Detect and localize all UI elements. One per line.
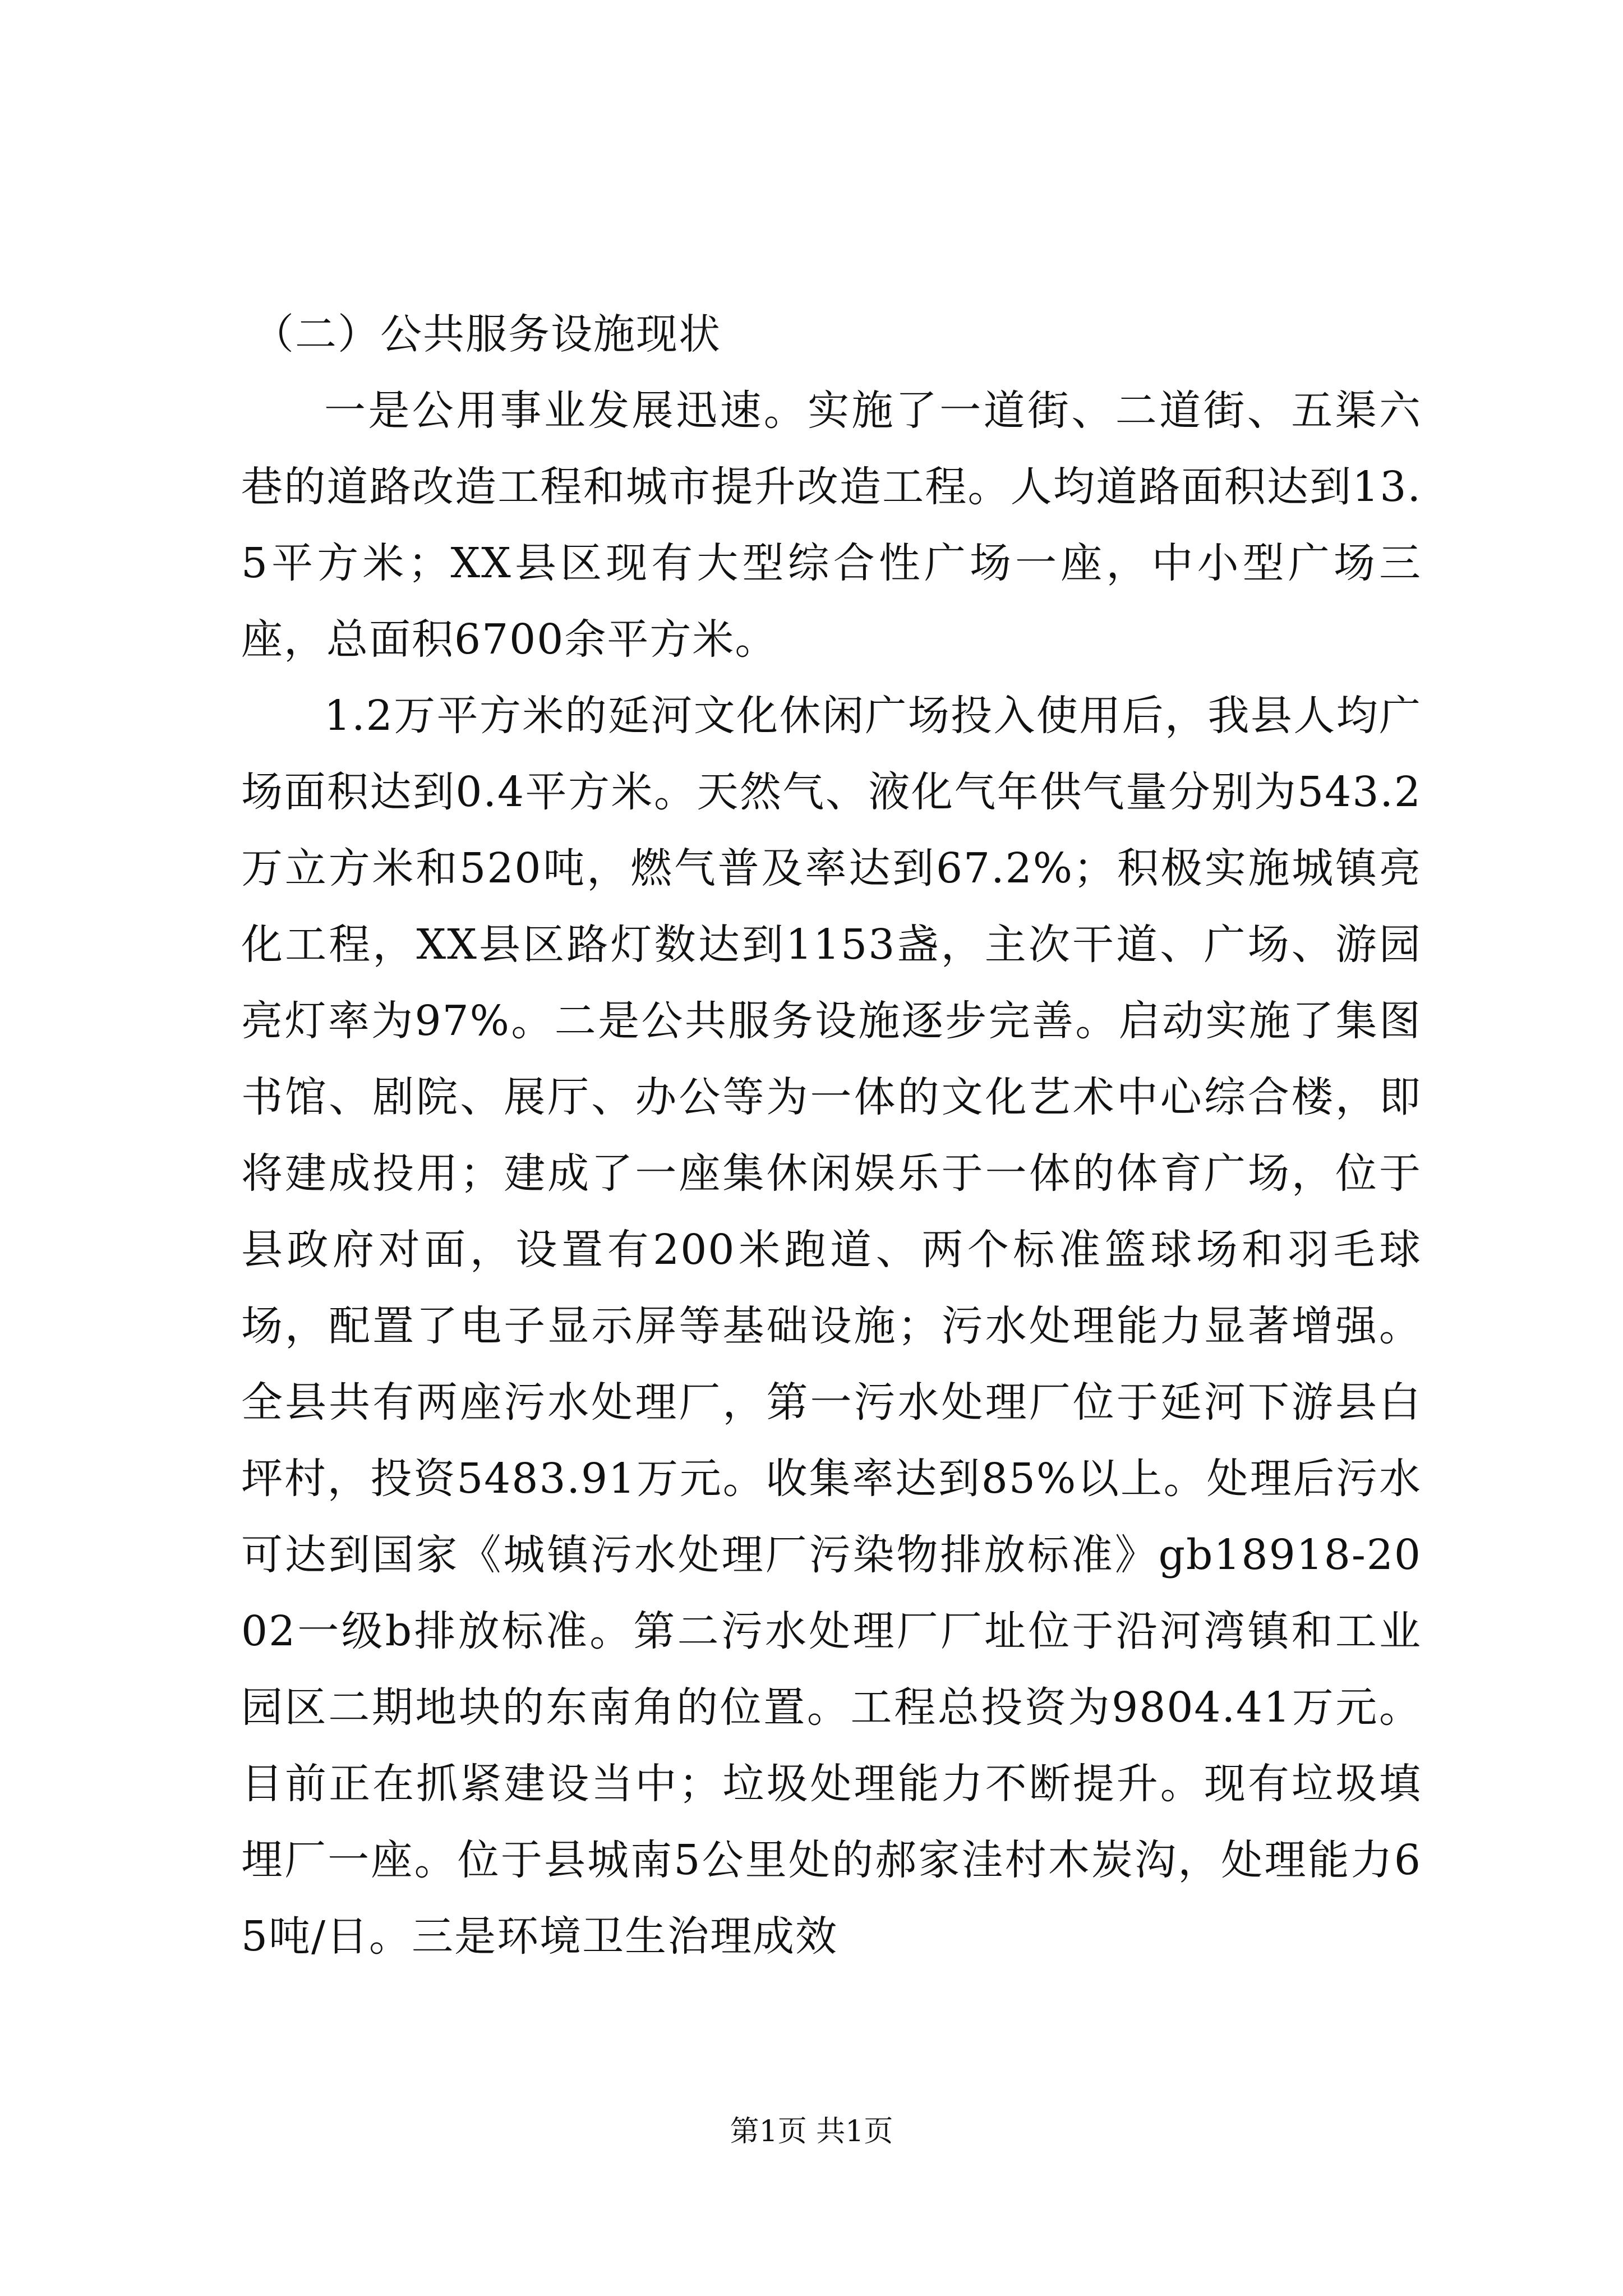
paragraph-public-utilities: 一是公用事业发展迅速。实施了一道街、二道街、五渠六巷的道路改造工程和城市提升改造工程。人均道路面积达到13.5平方米；XX县区现有大型综合性广场一座，中小型广场三座，总面积6700余平方米。 [241,386,1422,664]
page-footer: 第1页 共1页 [730,2115,893,2148]
section-heading: （二）公共服务设施现状 [252,310,721,358]
paragraph-public-facilities: 1.2万平方米的延河文化休闲广场投入使用后，我县人均广场面积达到0.4平方米。天然气、液化气年供气量分别为543.2万立方米和520吨，燃气普及率达到67.2%；积极实施城镇亮化工程，XX县区路灯数达到1153盏，主次干道、广场、游园亮灯率为97%。二是公共服务设施逐步完善。启动实施了集图书馆、剧院、展厅、办公等为一体的文化艺术中心综合楼，即将建成投用；建成了一座集休闲娱乐于一体的体育广场，位于县政府对面，设置有200米跑道、两个标准篮球场和羽毛球场，配置了电子显示屏等基础设施；污水处理能力显著增强。全县共有两座污水处理厂，第一污水处理厂位于延河下游县白坪村，投资5483.91万元。收集率达到85%以上。处理后污水可达到国家《城镇污水处理厂污染物排放标准》gb18918-2002一级b排放标准。第二污水处理厂厂址位于沿河湾镇和工业园区二期地块的东南角的位置。工程总投资为9804.41万元。目前正在抓紧建设当中；垃圾处理能力不断提升。现有垃圾填埋厂一座。位于县城南5公里处的郝家洼村木炭沟，处理能力65吨/日。三是环境卫生治理成效 [241,692,1422,1961]
